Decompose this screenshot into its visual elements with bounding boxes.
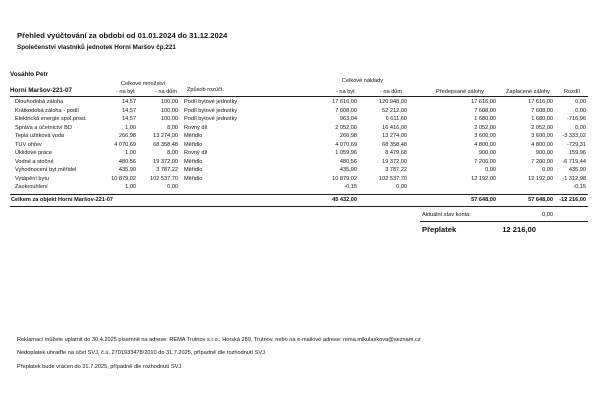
row-qty-unit: 14,57 — [122, 99, 136, 105]
row-cost-unit: 7 608,00 — [335, 107, 357, 114]
row-qty-house: 8,00 — [167, 124, 178, 131]
row-qty-house: 68 358,48 — [153, 141, 178, 148]
row-diff: -729,31 — [567, 141, 586, 148]
row-qty-unit: 1,00 — [125, 184, 136, 190]
row-diff: -1 312,98 — [562, 175, 586, 182]
row-prescribed: 4 800,00 — [474, 141, 496, 148]
row-paid: 7 200,00 — [531, 158, 553, 165]
row-qty-house: 19 372,00 — [153, 158, 178, 165]
col-paid: Zaplacené zálohy — [506, 89, 550, 95]
row-cost-house: 52 212,00 — [382, 107, 407, 114]
row-method: Podíl bytové jednotky — [184, 107, 238, 114]
col-total-costs: Celkové náklady — [342, 78, 384, 84]
row-cost-unit: 435,90 — [339, 167, 357, 173]
owner-name: Vosáhlo Petr — [10, 71, 49, 78]
row-paid: 12 192,00 — [528, 175, 553, 182]
row-prescribed: 12 192,00 — [471, 175, 496, 182]
row-cost-unit: 963,04 — [339, 116, 357, 122]
col-qty-house: - na dům — [155, 89, 178, 95]
col-costs-house: - na dům — [380, 89, 403, 95]
row-method: Měřidlo — [184, 158, 203, 165]
row-cost-house: 16 416,00 — [382, 124, 407, 131]
col-method: Způsob rozúčt. — [187, 87, 224, 93]
body-rule — [10, 194, 588, 195]
row-qty-unit: 1,00 — [125, 124, 136, 131]
row-name: Dlouhodobá záloha — [15, 99, 64, 105]
row-cost-unit: 4 070,69 — [335, 141, 357, 148]
row-cost-unit: 1 059,96 — [335, 150, 357, 156]
row-name: Zaokrouhlení — [15, 184, 48, 190]
association-name: Společenství vlastníků jednotek Horní Maršov čp.221 — [17, 44, 176, 51]
row-prescribed: 0,00 — [485, 167, 496, 173]
row-diff: -0,15 — [573, 184, 586, 190]
row-cost-unit: 2 052,00 — [335, 124, 357, 131]
row-method: Podíl bytové jednotky — [184, 99, 238, 105]
row-cost-house: 3 787,22 — [385, 167, 407, 173]
row-paid: 7 608,00 — [531, 107, 553, 114]
row-qty-unit: 14,57 — [122, 107, 136, 114]
row-method: Podíl bytové jednotky — [184, 116, 238, 122]
row-paid: 17 616,00 — [528, 99, 553, 105]
row-paid: 0,00 — [542, 167, 553, 173]
row-qty-unit: 4 070,69 — [114, 141, 136, 148]
row-prescribed: 17 616,00 — [471, 99, 496, 105]
row-qty-unit: 435,90 — [118, 167, 136, 173]
result-rule — [420, 221, 588, 222]
row-qty-unit: 1,00 — [125, 150, 136, 156]
col-difference: Rozdíl — [564, 89, 580, 95]
unit-label: Horní Maršov-221-07 — [10, 87, 72, 94]
account-label: Aktuální stav konta: — [422, 212, 471, 218]
row-qty-unit: 14,57 — [122, 116, 136, 122]
row-qty-house: 100,00 — [160, 107, 178, 114]
row-cost-house: 68 358,48 — [382, 141, 407, 148]
row-method: Měřidlo — [184, 133, 203, 139]
row-qty-house: 0,00 — [167, 184, 178, 190]
row-qty-house: 102 537,70 — [150, 175, 178, 182]
row-cost-house: 13 274,00 — [382, 133, 407, 139]
row-paid: 900,00 — [535, 150, 553, 156]
row-diff: 435,90 — [568, 167, 586, 173]
row-name: Vytápění bytu — [15, 175, 49, 182]
row-qty-unit: 266,98 — [118, 133, 136, 139]
row-name: Úklidové práce — [15, 150, 52, 156]
row-qty-house: 100,00 — [160, 99, 178, 105]
col-total-qty: Celkové množství — [121, 81, 166, 87]
note-complaint: Reklamaci můžete uplatnit do 30.4.2025 písemně na adrese: REMA Trutnov s.r.o., Horská 289, Trutnov, nebo na e-mailové adrese: rema.mikulaskova@seznam.cz — [17, 337, 421, 343]
totals-rule — [10, 206, 588, 207]
row-diff: 0,00 — [575, 99, 586, 105]
row-qty-unit: 480,56 — [118, 158, 136, 165]
row-name: Vyhodnocení byt.měřidel — [15, 167, 77, 173]
row-prescribed: 7 608,00 — [474, 107, 496, 114]
row-paid: 2 052,00 — [531, 124, 553, 131]
row-prescribed: 900,00 — [478, 150, 496, 156]
row-paid: 1 680,00 — [531, 116, 553, 122]
row-prescribed: 1 680,00 — [474, 116, 496, 122]
row-method: Rovný díl — [184, 124, 208, 131]
row-paid: 3 600,00 — [531, 133, 553, 139]
row-qty-house: 3 787,22 — [156, 167, 178, 173]
row-cost-unit: 17 616,00 — [332, 99, 357, 105]
col-qty-unit: - na byt — [116, 89, 135, 95]
result-label: Přeplatek — [422, 225, 457, 234]
row-cost-unit: 10 879,02 — [332, 175, 357, 182]
row-qty-house: 8,00 — [167, 150, 178, 156]
row-qty-house: 13 274,00 — [153, 133, 178, 139]
row-prescribed: 2 052,00 — [474, 124, 496, 131]
row-diff: -716,96 — [567, 116, 586, 122]
row-cost-house: 120 948,00 — [379, 99, 407, 105]
totals-diff: -12 216,00 — [559, 197, 586, 203]
note-refund: Přeplatek bude vrácen do 31.7.2025, případně dle rozhodnutí SVJ. — [17, 364, 183, 370]
row-name: Elektrická energie spol.prost. — [15, 116, 87, 122]
totals-paid: 57 648,00 — [528, 197, 553, 203]
col-costs-unit: - na byt — [336, 89, 355, 95]
row-name: TUV ohřev — [15, 141, 42, 148]
row-cost-house: 19 372,00 — [382, 158, 407, 165]
table-row — [0, 183, 600, 192]
row-qty-unit: 10 879,02 — [111, 175, 136, 182]
row-qty-house: 100,00 — [160, 116, 178, 122]
row-diff: 0,00 — [575, 124, 586, 131]
totals-label: Celkem za objekt Horní Maršov-221-07 — [11, 197, 113, 203]
note-payment: Nedoplatek uhraďte na účet SVJ, č.ú. 2701933478/2010 do 31.7.2025, případně dle rozhodnutí SVJ. — [17, 350, 267, 356]
row-name: Správa a účetnictví BD — [15, 124, 72, 131]
row-method: Měřidlo — [184, 141, 203, 148]
row-cost-house: 6 611,60 — [385, 116, 407, 122]
col-prescribed: Předepsané zálohy — [436, 89, 484, 95]
row-diff: -3 333,02 — [562, 133, 586, 139]
row-method: Měřidlo — [184, 175, 203, 182]
row-cost-house: 102 537,70 — [379, 175, 407, 182]
result-value: 12 216,00 — [502, 225, 536, 234]
row-name: Vodné a stočné — [15, 158, 54, 165]
row-name: Teplá užitková voda — [15, 133, 65, 139]
row-method: Měřidlo — [184, 167, 203, 173]
totals-prescribed: 57 648,00 — [471, 197, 496, 203]
row-name: Krátkodobá záloha - podíl — [15, 107, 79, 114]
row-paid: 4 800,00 — [531, 141, 553, 148]
header-rule — [10, 96, 588, 97]
row-prescribed: 7 200,00 — [474, 158, 496, 165]
account-value: 0,00 — [542, 212, 553, 218]
row-diff: 0,00 — [575, 107, 586, 114]
row-prescribed: 3 600,00 — [474, 133, 496, 139]
row-diff: 159,96 — [568, 150, 586, 156]
row-cost-unit: 266,98 — [339, 133, 357, 139]
totals-cost-unit: 45 432,00 — [332, 197, 357, 203]
row-cost-house: 0,00 — [396, 184, 407, 190]
row-cost-house: 8 479,68 — [385, 150, 407, 156]
document-title: Přehled vyúčtování za období od 01.01.2024 do 31.12.2024 — [17, 31, 228, 40]
row-diff: -6 719,44 — [562, 158, 586, 165]
row-cost-unit: -0,15 — [344, 184, 357, 190]
row-method: Rovný díl — [184, 150, 208, 156]
row-cost-unit: 480,56 — [339, 158, 357, 165]
